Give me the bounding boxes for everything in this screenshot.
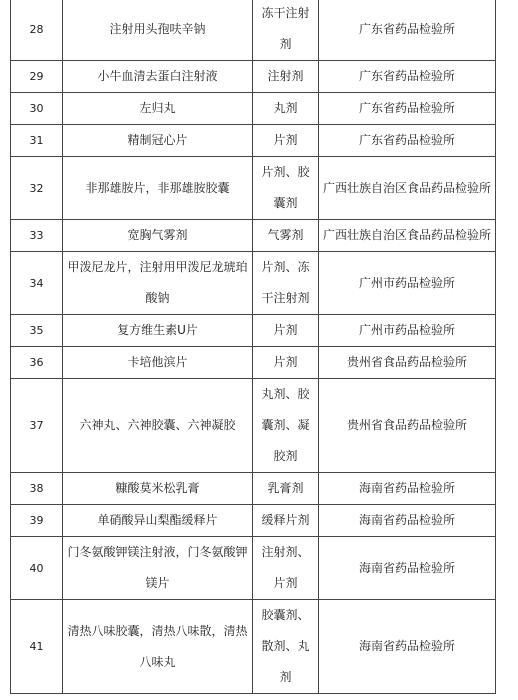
row-number: 30	[11, 93, 63, 125]
table-row	[11, 61, 496, 93]
drug-name: 六神丸、六神胶囊、六神凝胶	[63, 379, 253, 473]
dosage-form: 气雾剂	[253, 220, 319, 252]
drug-name: 门冬氨酸钾镁注射液，门冬氨酸钾镁片	[63, 537, 253, 600]
row-number: 34	[11, 252, 63, 315]
table-row	[11, 0, 496, 61]
row-number: 38	[11, 473, 63, 505]
drug-name: 小牛血清去蛋白注射液	[63, 61, 253, 93]
testing-institute: 广东省药品检验所	[319, 0, 496, 61]
table-row	[11, 537, 496, 600]
dosage-form: 片剂	[253, 315, 319, 347]
table-row	[11, 220, 496, 252]
dosage-form: 丸剂	[253, 93, 319, 125]
testing-institute: 海南省药品检验所	[319, 505, 496, 537]
drug-name: 甲泼尼龙片，注射用甲泼尼龙琥珀酸钠	[63, 252, 253, 315]
row-number: 39	[11, 505, 63, 537]
table-body	[11, 0, 496, 694]
row-number: 35	[11, 315, 63, 347]
table-row	[11, 505, 496, 537]
testing-institute: 广东省药品检验所	[319, 125, 496, 157]
dosage-form: 片剂	[253, 125, 319, 157]
drug-name: 单硝酸异山梨酯缓释片	[63, 505, 253, 537]
dosage-form: 片剂、胶囊剂	[253, 157, 319, 220]
dosage-form: 片剂、冻干注射剂	[253, 252, 319, 315]
table-row	[11, 93, 496, 125]
drug-name: 糠酸莫米松乳膏	[63, 473, 253, 505]
drug-name: 清热八味胶囊，清热八味散，清热八味丸	[63, 600, 253, 694]
testing-institute: 广州市药品检验所	[319, 252, 496, 315]
dosage-form: 胶囊剂、散剂、丸剂	[253, 600, 319, 694]
testing-institute: 广州市药品检验所	[319, 315, 496, 347]
dosage-form: 乳膏剂	[253, 473, 319, 505]
table-row	[11, 125, 496, 157]
dosage-form: 丸剂、胶囊剂、凝胶剂	[253, 379, 319, 473]
table-row	[11, 315, 496, 347]
drug-name: 卡培他滨片	[63, 347, 253, 379]
testing-institute: 广西壮族自治区食品药品检验所	[319, 157, 496, 220]
testing-institute: 广东省药品检验所	[319, 61, 496, 93]
testing-institute: 海南省药品检验所	[319, 537, 496, 600]
dosage-form: 片剂	[253, 347, 319, 379]
row-number: 37	[11, 379, 63, 473]
row-number: 31	[11, 125, 63, 157]
table-row	[11, 157, 496, 220]
row-number: 33	[11, 220, 63, 252]
row-number: 36	[11, 347, 63, 379]
drug-name: 非那雄胺片，非那雄胺胶囊	[63, 157, 253, 220]
testing-institute: 广东省药品检验所	[319, 93, 496, 125]
table-row	[11, 600, 496, 694]
row-number: 29	[11, 61, 63, 93]
dosage-form: 冻干注射剂	[253, 0, 319, 61]
drug-name: 精制冠心片	[63, 125, 253, 157]
row-number: 40	[11, 537, 63, 600]
testing-institute: 海南省药品检验所	[319, 473, 496, 505]
table-row	[11, 252, 496, 315]
table-row	[11, 379, 496, 473]
table-row	[11, 347, 496, 379]
testing-institute: 广西壮族自治区食品药品检验所	[319, 220, 496, 252]
table-row	[11, 473, 496, 505]
drug-name: 左归丸	[63, 93, 253, 125]
row-number: 41	[11, 600, 63, 694]
drug-name: 注射用头孢呋辛钠	[63, 0, 253, 61]
testing-institute: 海南省药品检验所	[319, 600, 496, 694]
dosage-form: 缓释片剂	[253, 505, 319, 537]
testing-institute: 贵州省食品药品检验所	[319, 347, 496, 379]
dosage-form: 注射剂	[253, 61, 319, 93]
row-number: 32	[11, 157, 63, 220]
drug-name: 宽胸气雾剂	[63, 220, 253, 252]
drug-standard-table	[10, 0, 496, 694]
drug-name: 复方维生素U片	[63, 315, 253, 347]
dosage-form: 注射剂、片剂	[253, 537, 319, 600]
row-number: 28	[11, 0, 63, 61]
testing-institute: 贵州省食品药品检验所	[319, 379, 496, 473]
